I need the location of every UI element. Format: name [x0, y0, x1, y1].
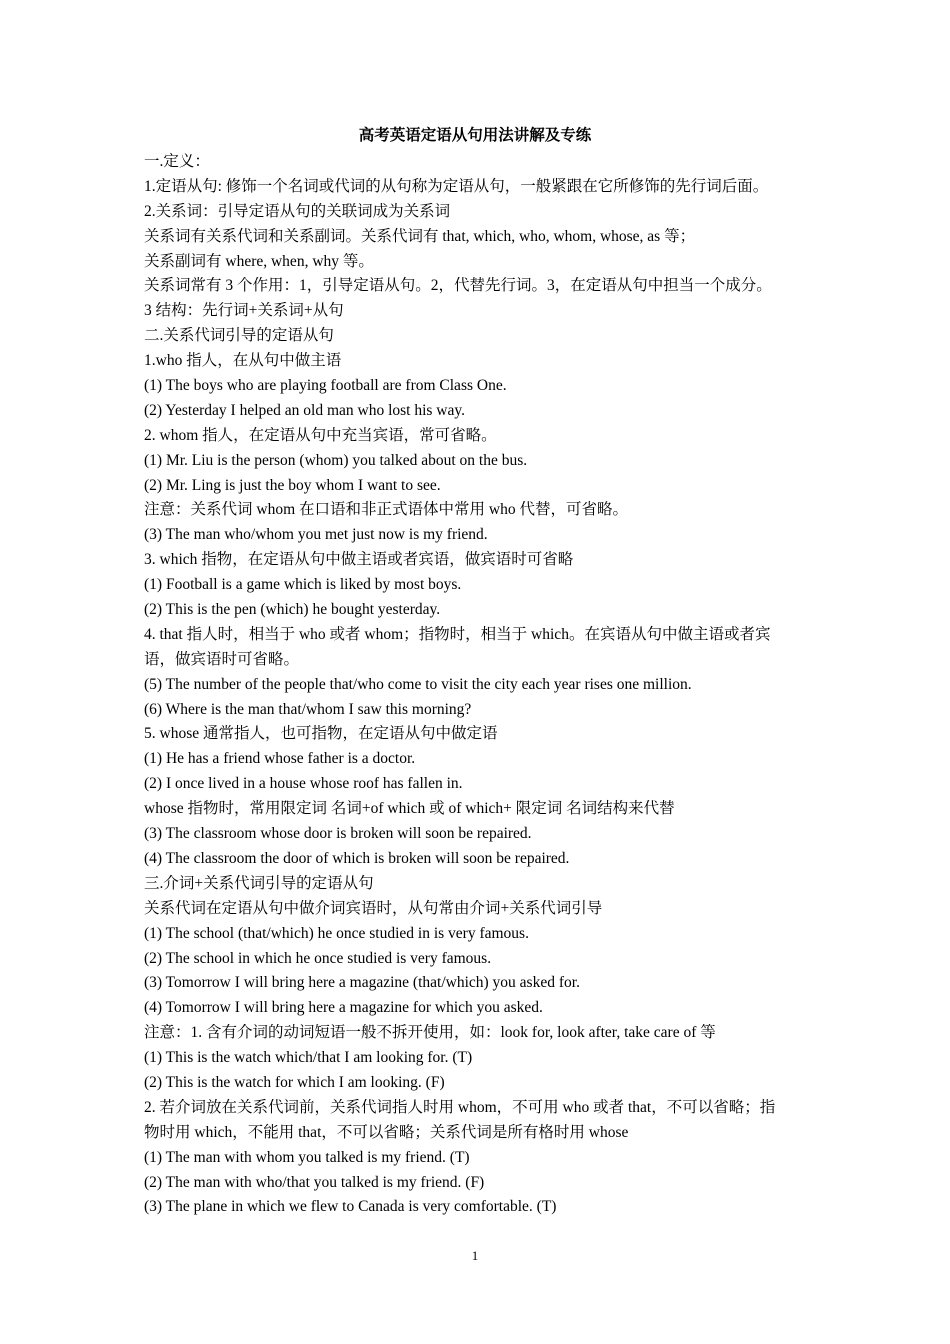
- text-line: (2) This is the watch for which I am looking. (F): [144, 1073, 445, 1091]
- text-line: (2) Yesterday I helped an old man who lost his way.: [144, 401, 465, 419]
- text-line: (2) This is the pen (which) he bought yesterday.: [144, 601, 441, 619]
- text-line: 二.关系代词引导的定语从句: [144, 327, 334, 345]
- text-line: 1.定语从句: 修饰一个名词或代词的从句称为定语从句，一般紧跟在它所修饰的先行词后面。: [144, 177, 769, 195]
- text-line: (5) The number of the people that/who come to visit the city each year rises one million.: [144, 675, 692, 693]
- text-line: 关系词有关系代词和关系副词。关系代词有 that, which, who, whom, whose, as 等；: [144, 227, 696, 245]
- text-line: (3) The classroom whose door is broken will soon be repaired.: [144, 825, 532, 843]
- text-line: 5. whose 通常指人，也可指物，在定语从句中做定语: [144, 725, 498, 743]
- text-line: 一.定义：: [144, 153, 210, 170]
- text-line: (1) The man with whom you talked is my friend. (T): [144, 1148, 470, 1166]
- text-line: (3) Tomorrow I will bring here a magazine (that/which) you asked for.: [144, 974, 580, 992]
- text-line: (1) The school (that/which) he once studied in is very famous.: [144, 924, 529, 942]
- text-line: (4) Tomorrow I will bring here a magazine for which you asked.: [144, 999, 543, 1017]
- text-line: 1.who 指人，在从句中做主语: [144, 352, 342, 370]
- text-line: (1) Mr. Liu is the person (whom) you talked about on the bus.: [144, 451, 528, 469]
- text-line: 关系代词在定语从句中做介词宾语时，从句常由介词+关系代词引导: [144, 899, 603, 917]
- text-line: (2) The school in which he once studied is very famous.: [144, 949, 492, 967]
- text-line: (1) The boys who are playing football are from Class One.: [144, 377, 507, 395]
- text-line: 关系词常有 3 个作用：1，引导定语从句。2，代替先行词。3，在定语从句中担当一个成分。: [144, 277, 772, 295]
- text-line: (1) He has a friend whose father is a doctor.: [144, 750, 416, 768]
- text-line: 2.关系词：引导定语从句的关联词成为关系词: [144, 202, 451, 220]
- text-line: 3. which 指物，在定语从句中做主语或者宾语，做宾语时可省略: [144, 551, 574, 569]
- text-line: 注意：关系代词 whom 在口语和非正式语体中常用 who 代替，可省略。: [144, 501, 628, 519]
- text-line: (3) The plane in which we flew to Canada is very comfortable. (T): [144, 1198, 557, 1216]
- text-line: (2) I once lived in a house whose roof has fallen in.: [144, 775, 463, 793]
- text-line: (6) Where is the man that/whom I saw this morning?: [144, 700, 472, 718]
- text-line: whose 指物时，常用限定词 名词+of which 或 of which+ 限定词 名词结构来代替: [144, 800, 675, 818]
- document-body: [144, 150, 814, 1220]
- document-title: 高考英语定语从句用法讲解及专练: [358, 127, 592, 144]
- text-line: 2. 若介词放在关系代词前，关系代词指人时用 whom，不可用 who 或者 that，不可以省略；指: [144, 1098, 776, 1116]
- text-line: 注意：1. 含有介词的动词短语一般不拆开使用，如：look for, look after, take care of 等: [144, 1024, 716, 1042]
- text-line: 2. whom 指人，在定语从句中充当宾语，常可省略。: [144, 426, 497, 444]
- text-line: (2) The man with who/that you talked is my friend. (F): [144, 1173, 485, 1191]
- text-line: (1) Football is a game which is liked by most boys.: [144, 576, 462, 594]
- text-line: 3 结构：先行词+关系词+从句: [144, 302, 344, 320]
- text-line: (1) This is the watch which/that I am looking for. (T): [144, 1049, 473, 1067]
- text-line: (2) Mr. Ling is just the boy whom I want to see.: [144, 476, 441, 494]
- text-line: 物时用 which，不能用 that，不可以省略；关系代词是所有格时用 whose: [144, 1123, 629, 1141]
- text-line: 4. that 指人时，相当于 who 或者 whom；指物时，相当于 which。在宾语从句中做主语或者宾: [144, 625, 771, 643]
- text-line: (3) The man who/whom you met just now is my friend.: [144, 526, 488, 544]
- page-number: 1: [471, 1248, 479, 1263]
- text-line: 关系副词有 where, when, why 等。: [144, 252, 374, 270]
- text-line: (4) The classroom the door of which is broken will soon be repaired.: [144, 849, 570, 867]
- text-line: 语，做宾语时可省略。: [144, 650, 300, 668]
- text-line: 三.介词+关系代词引导的定语从句: [144, 874, 374, 892]
